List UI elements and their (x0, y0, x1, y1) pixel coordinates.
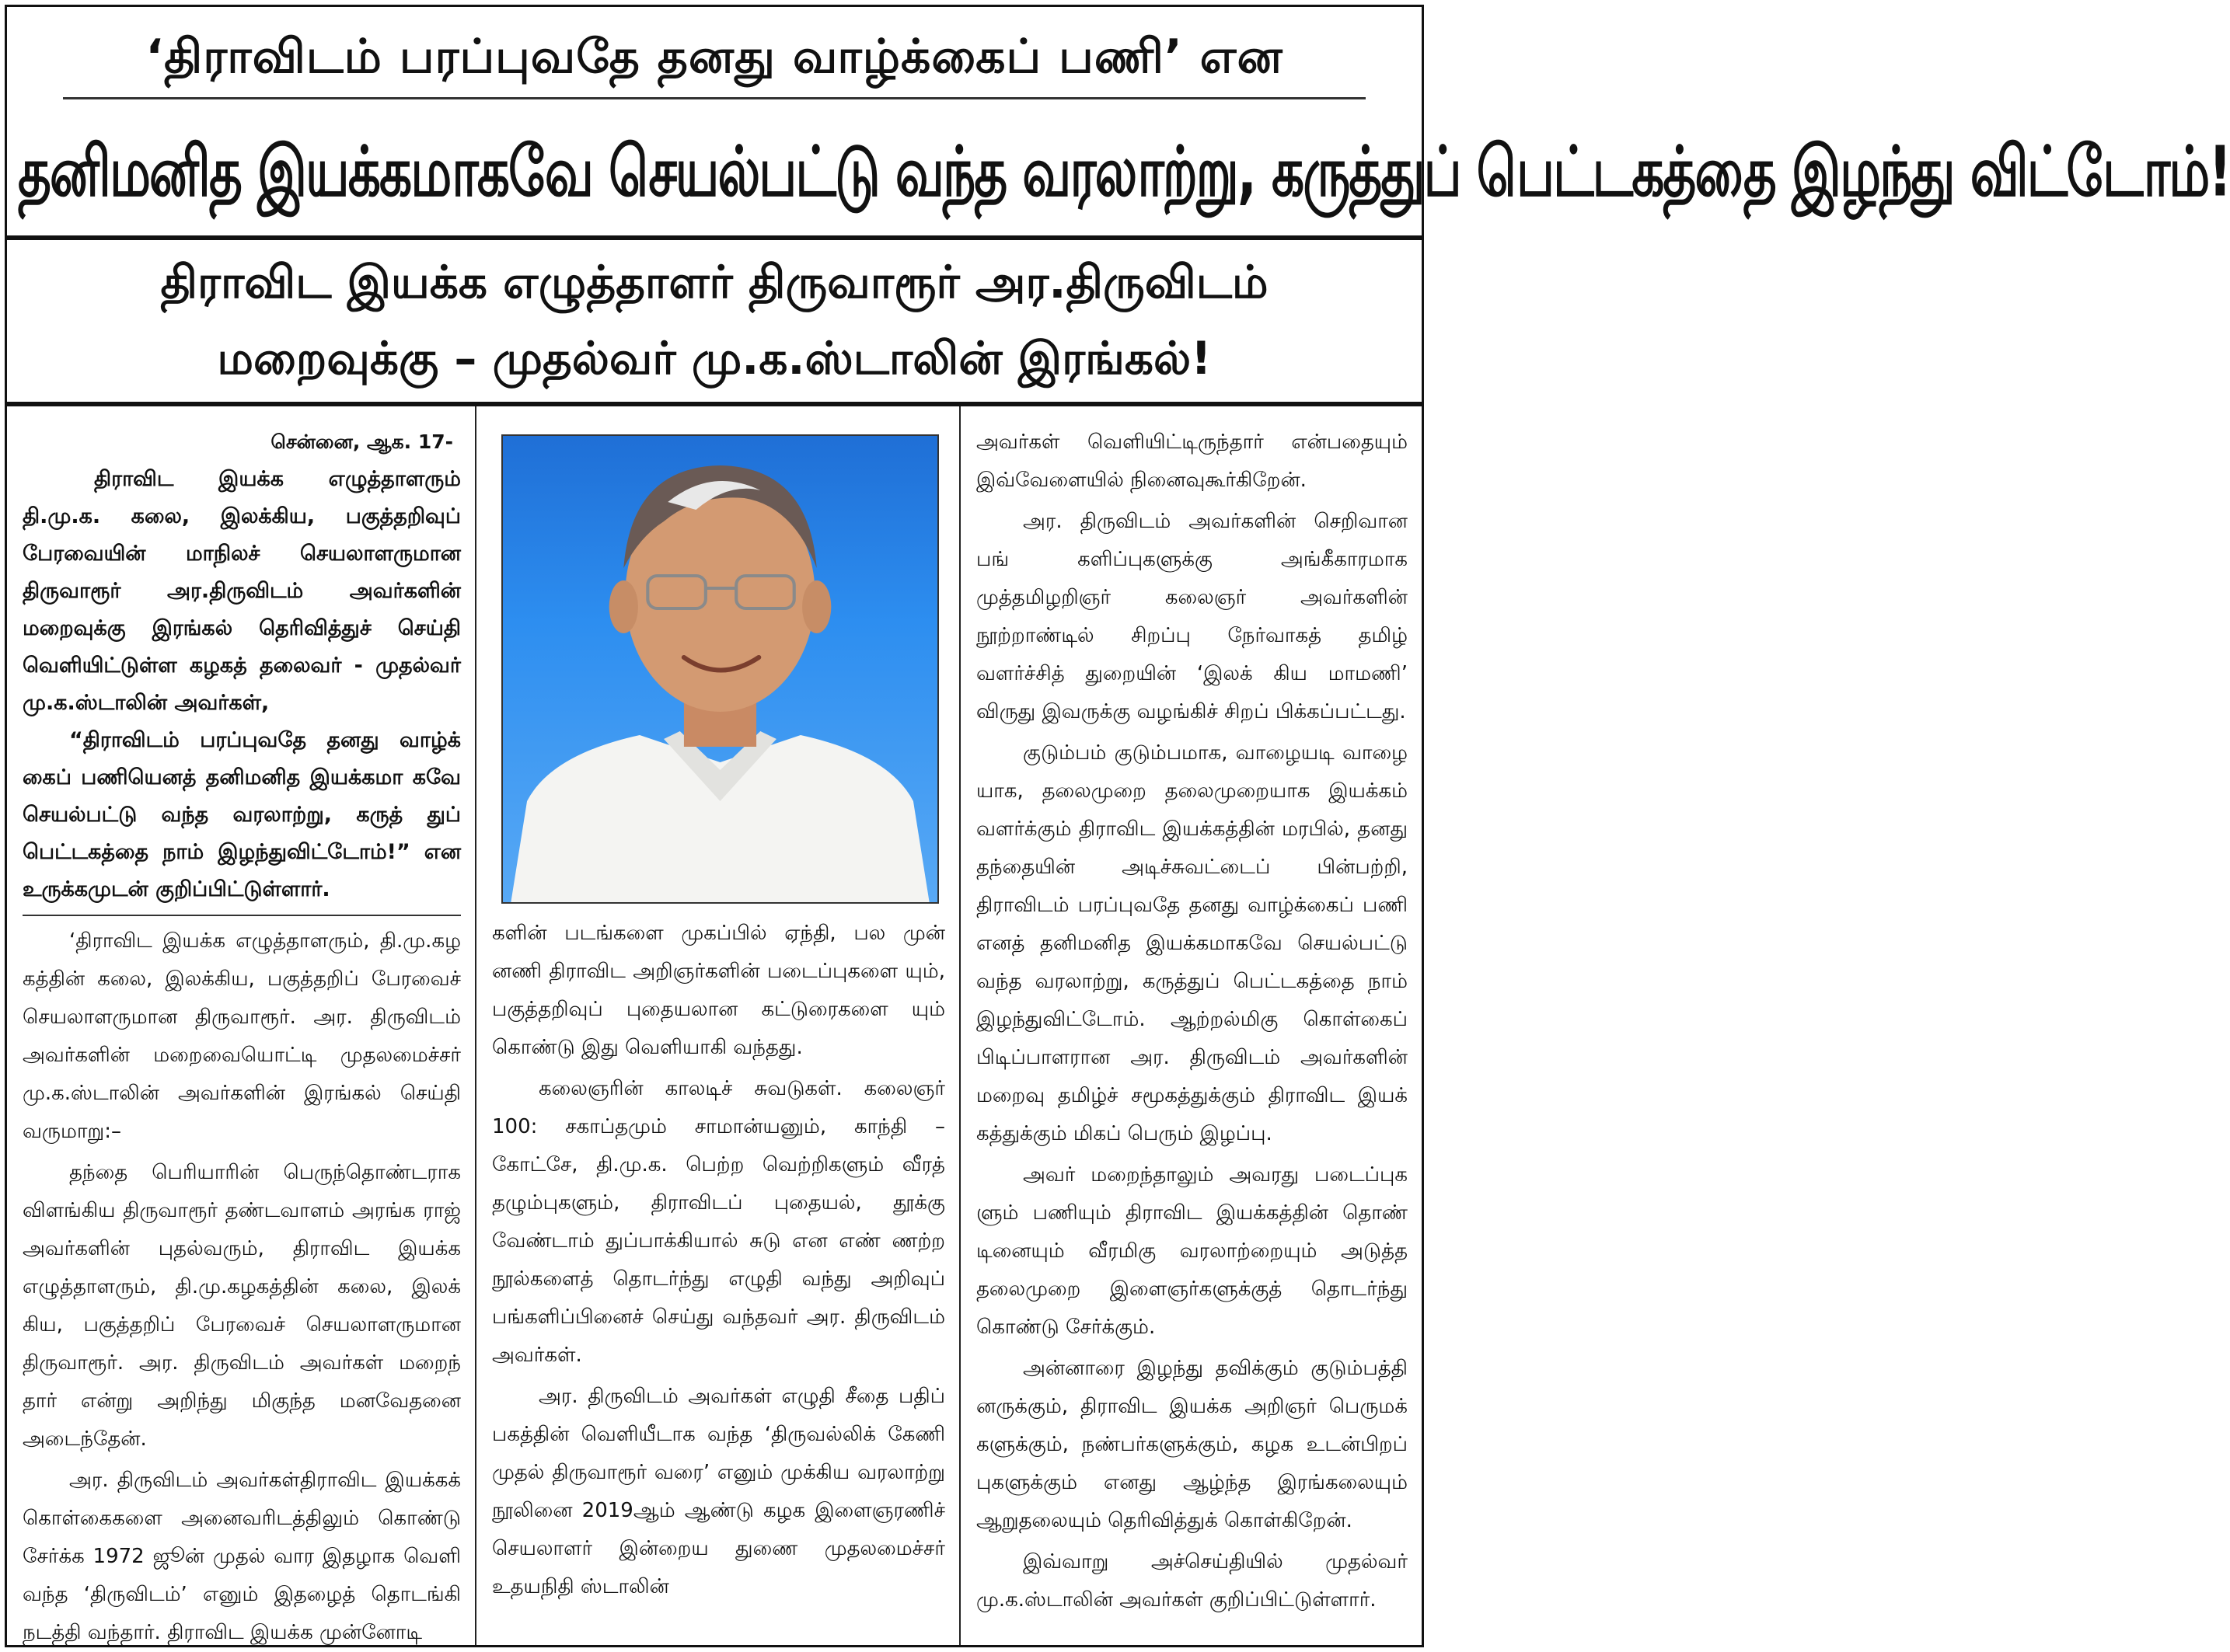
body-paragraph: அர. திருவிடம் அவர்களின் செறிவான பங் களிப்புகளுக்கு அங்கீகாரமாக முத்தமிழறிஞர் கலைஞர் அவர்களின் நூற்றாண்டில் சிறப்பு நேர்வாகத் தமிழ் வளர்ச்சித் துறையின் ‘இலக் கிய மாமணி’ விருது இவருக்கு வழங்கிச் சிறப் பிக்கப்பட்டது. (976, 510, 1408, 723)
body-paragraph: அர. திருவிடம் அவர்கள் எழுதி சீதை பதிப் பகத்தின் வெளியீடாக வந்த ‘திருவல்லிக் கேணி முதல் திருவாரூர் வரை’ எனும் முக்கிய வரலாற்று நூலினை 2019ஆம் ஆண்டு கழக இளைஞரணிச் செயலாளர் இன்றைய துணை முதலமைச்சர் உதயநிதி ஸ்டாலின் (492, 1385, 945, 1598)
subheadline-line-2: மறைவுக்கு – முதல்வர் மு.க.ஸ்டாலின் இரங்கல்! (217, 332, 1212, 385)
article-body (5, 404, 1424, 1647)
subheadline-box (5, 238, 1424, 404)
pull-quote: “திராவிடம் பரப்புவதே தனது வாழ்க் கைப் பணியெனத் தனிமனித இயக்கமா கவே செயல்பட்டு வந்த வரலாற்று, கருத் துப் பெட்டகத்தை நாம் இழந்துவிட்டோம்!” என உருக்கமுடன் குறிப்பிட்டுள்ளார். (23, 728, 461, 901)
portrait-photo (501, 434, 939, 904)
body-paragraph: அவர் மறைந்தாலும் அவரது படைப்புக ளும் பணியும் திராவிட இயக்கத்தின் தொண் டினையும் வீரமிகு வரலாற்றையும் அடுத்த தலைமுறை இளைஞர்களுக்குத் தொடர்ந்து கொண்டு சேர்க்கும். (976, 1163, 1408, 1339)
body-paragraph: களின் படங்களை முகப்பில் ஏந்தி, பல முன் னணி திராவிட அறிஞர்களின் படைப்புகளை யும், பகுத்தறிவுப் புதையலான கட்டுரைகளை யும் கொண்டு இது வெளியாகி வந்தது. (492, 922, 945, 1059)
article-column-2 (475, 406, 959, 1645)
dateline: சென்னை, ஆக. 17- (270, 430, 453, 453)
subheadline-line-1: திராவிட இயக்க எழுத்தாளர் திருவாரூர் அர.திருவிடம் (160, 256, 1269, 308)
portrait-illustration (503, 436, 937, 902)
body-paragraph: இவ்வாறு அச்செய்தியில் முதல்வர் மு.க.ஸ்டாலின் அவர்கள் குறிப்பிட்டுள்ளார். (976, 1550, 1408, 1612)
body-paragraph: குடும்பம் குடும்பமாக, வாழையடி வாழை யாக, தலைமுறை தலைமுறையாக இயக்கம் வளர்க்கும் திராவிட இயக்கத்தின் மரபில், தனது தந்தையின் அடிச்சுவட்டைப் பின்பற்றி, திராவிடம் பரப்புவதே தனது வாழ்க்கைப் பணி எனத் தனிமனித இயக்கமாகவே செயல்பட்டு வந்த வரலாற்று, கருத்துப் பெட்டகத்தை நாம் இழந்துவிட்டோம். ஆற்றல்மிகு கொள்கைப் பிடிப்பாளரான அர. திருவிடம் அவர்களின் மறைவு தமிழ்ச் சமூகத்துக்கும் திராவிட இயக் கத்துக்கும் மிகப் பெரும் இழப்பு. (976, 741, 1408, 1145)
column-rule (23, 915, 461, 916)
headline-box (5, 5, 2230, 238)
headline-kicker: ‘திராவிடம் பரப்புவதே தனது வாழ்க்கைப் பணி’ என (145, 30, 1283, 84)
article-column-3 (959, 406, 1422, 1645)
body-paragraph: தந்தை பெரியாரின் பெருந்தொண்டராக விளங்கிய திருவாரூர் தண்டவாளம் அரங்க ராஜ் அவர்களின் புதல்வரும், திராவிட இயக்க எழுத்தாளரும், தி.மு.கழகத்தின் கலை, இலக் கிய, பகுத்தறிப் பேரவைச் செயலாளருமான திருவாரூர். அர. திருவிடம் அவர்கள் மறைந் தார் என்று அறிந்து மிகுந்த மனவேதனை அடைந்தேன். (23, 1161, 461, 1451)
body-paragraph: அவர்கள் வெளியிட்டிருந்தார் என்பதையும் இவ்வேளையில் நினைவுகூர்கிறேன். (976, 430, 1408, 492)
article-column-1 (7, 406, 475, 1645)
body-paragraph: கலைஞரின் காலடிச் சுவடுகள். கலைஞர் 100: சகாப்தமும் சாமான்யனும், காந்தி – கோட்சே, தி.மு.க. பெற்ற வெற்றிகளும் வீரத் தழும்புகளும், திராவிடப் புதையல், தூக்கு வேண்டாம் துப்பாக்கியால் சுடு என எண் ணற்ற நூல்களைத் தொடர்ந்து எழுதி வந்து அறிவுப் பங்களிப்பினைச் செய்து வந்தவர் அர. திருவிடம் அவர்கள். (492, 1077, 945, 1367)
headline-main: தனிமனித இயக்கமாகவே செயல்பட்டு வந்த வரலாற்று, கருத்துப் பெட்டகத்தை இழந்து விட்டோம்! (18, 131, 2230, 213)
body-paragraph: அன்னாரை இழந்து தவிக்கும் குடும்பத்தி னருக்கும், திராவிட இயக்க அறிஞர் பெருமக் களுக்கும், நண்பர்களுக்கும், கழக உடன்பிறப் புகளுக்கும் எனது ஆழ்ந்த இரங்கலையும் ஆறுதலையும் தெரிவித்துக் கொள்கிறேன். (976, 1357, 1408, 1532)
lead-paragraph: திராவிட இயக்க எழுத்தாளரும் தி.மு.க. கலை, இலக்கிய, பகுத்தறிவுப் பேரவையின் மாநிலச் செயலாளருமான திருவாரூர் அர.திருவிடம் அவர்களின் மறைவுக்கு இரங்கல் தெரிவித்துச் செய்தி வெளியிட்டுள்ள கழகத் தலைவர் - முதல்வர் மு.க.ஸ்டாலின் அவர்கள், (23, 467, 461, 715)
body-paragraph: ‘திராவிட இயக்க எழுத்தாளரும், தி.மு.கழ கத்தின் கலை, இலக்கிய, பகுத்தறிப் பேரவைச் செயலாளருமான திருவாரூர். அர. திருவிடம் அவர்களின் மறைவையொட்டி முதலமைச்சர் மு.க.ஸ்டாலின் அவர்களின் இரங்கல் செய்தி வருமாறு:– (23, 929, 461, 1143)
body-paragraph: அர. திருவிடம் அவர்கள்திராவிட இயக்கக் கொள்கைகளை அனைவரிடத்திலும் கொண்டு சேர்க்க 1972 ஜூன் முதல் வார இதழாக வெளி வந்த ‘திருவிடம்’ எனும் இதழைத் தொடங்கி நடத்தி வந்தார். திராவிட இயக்க முன்னோடி (23, 1469, 461, 1644)
